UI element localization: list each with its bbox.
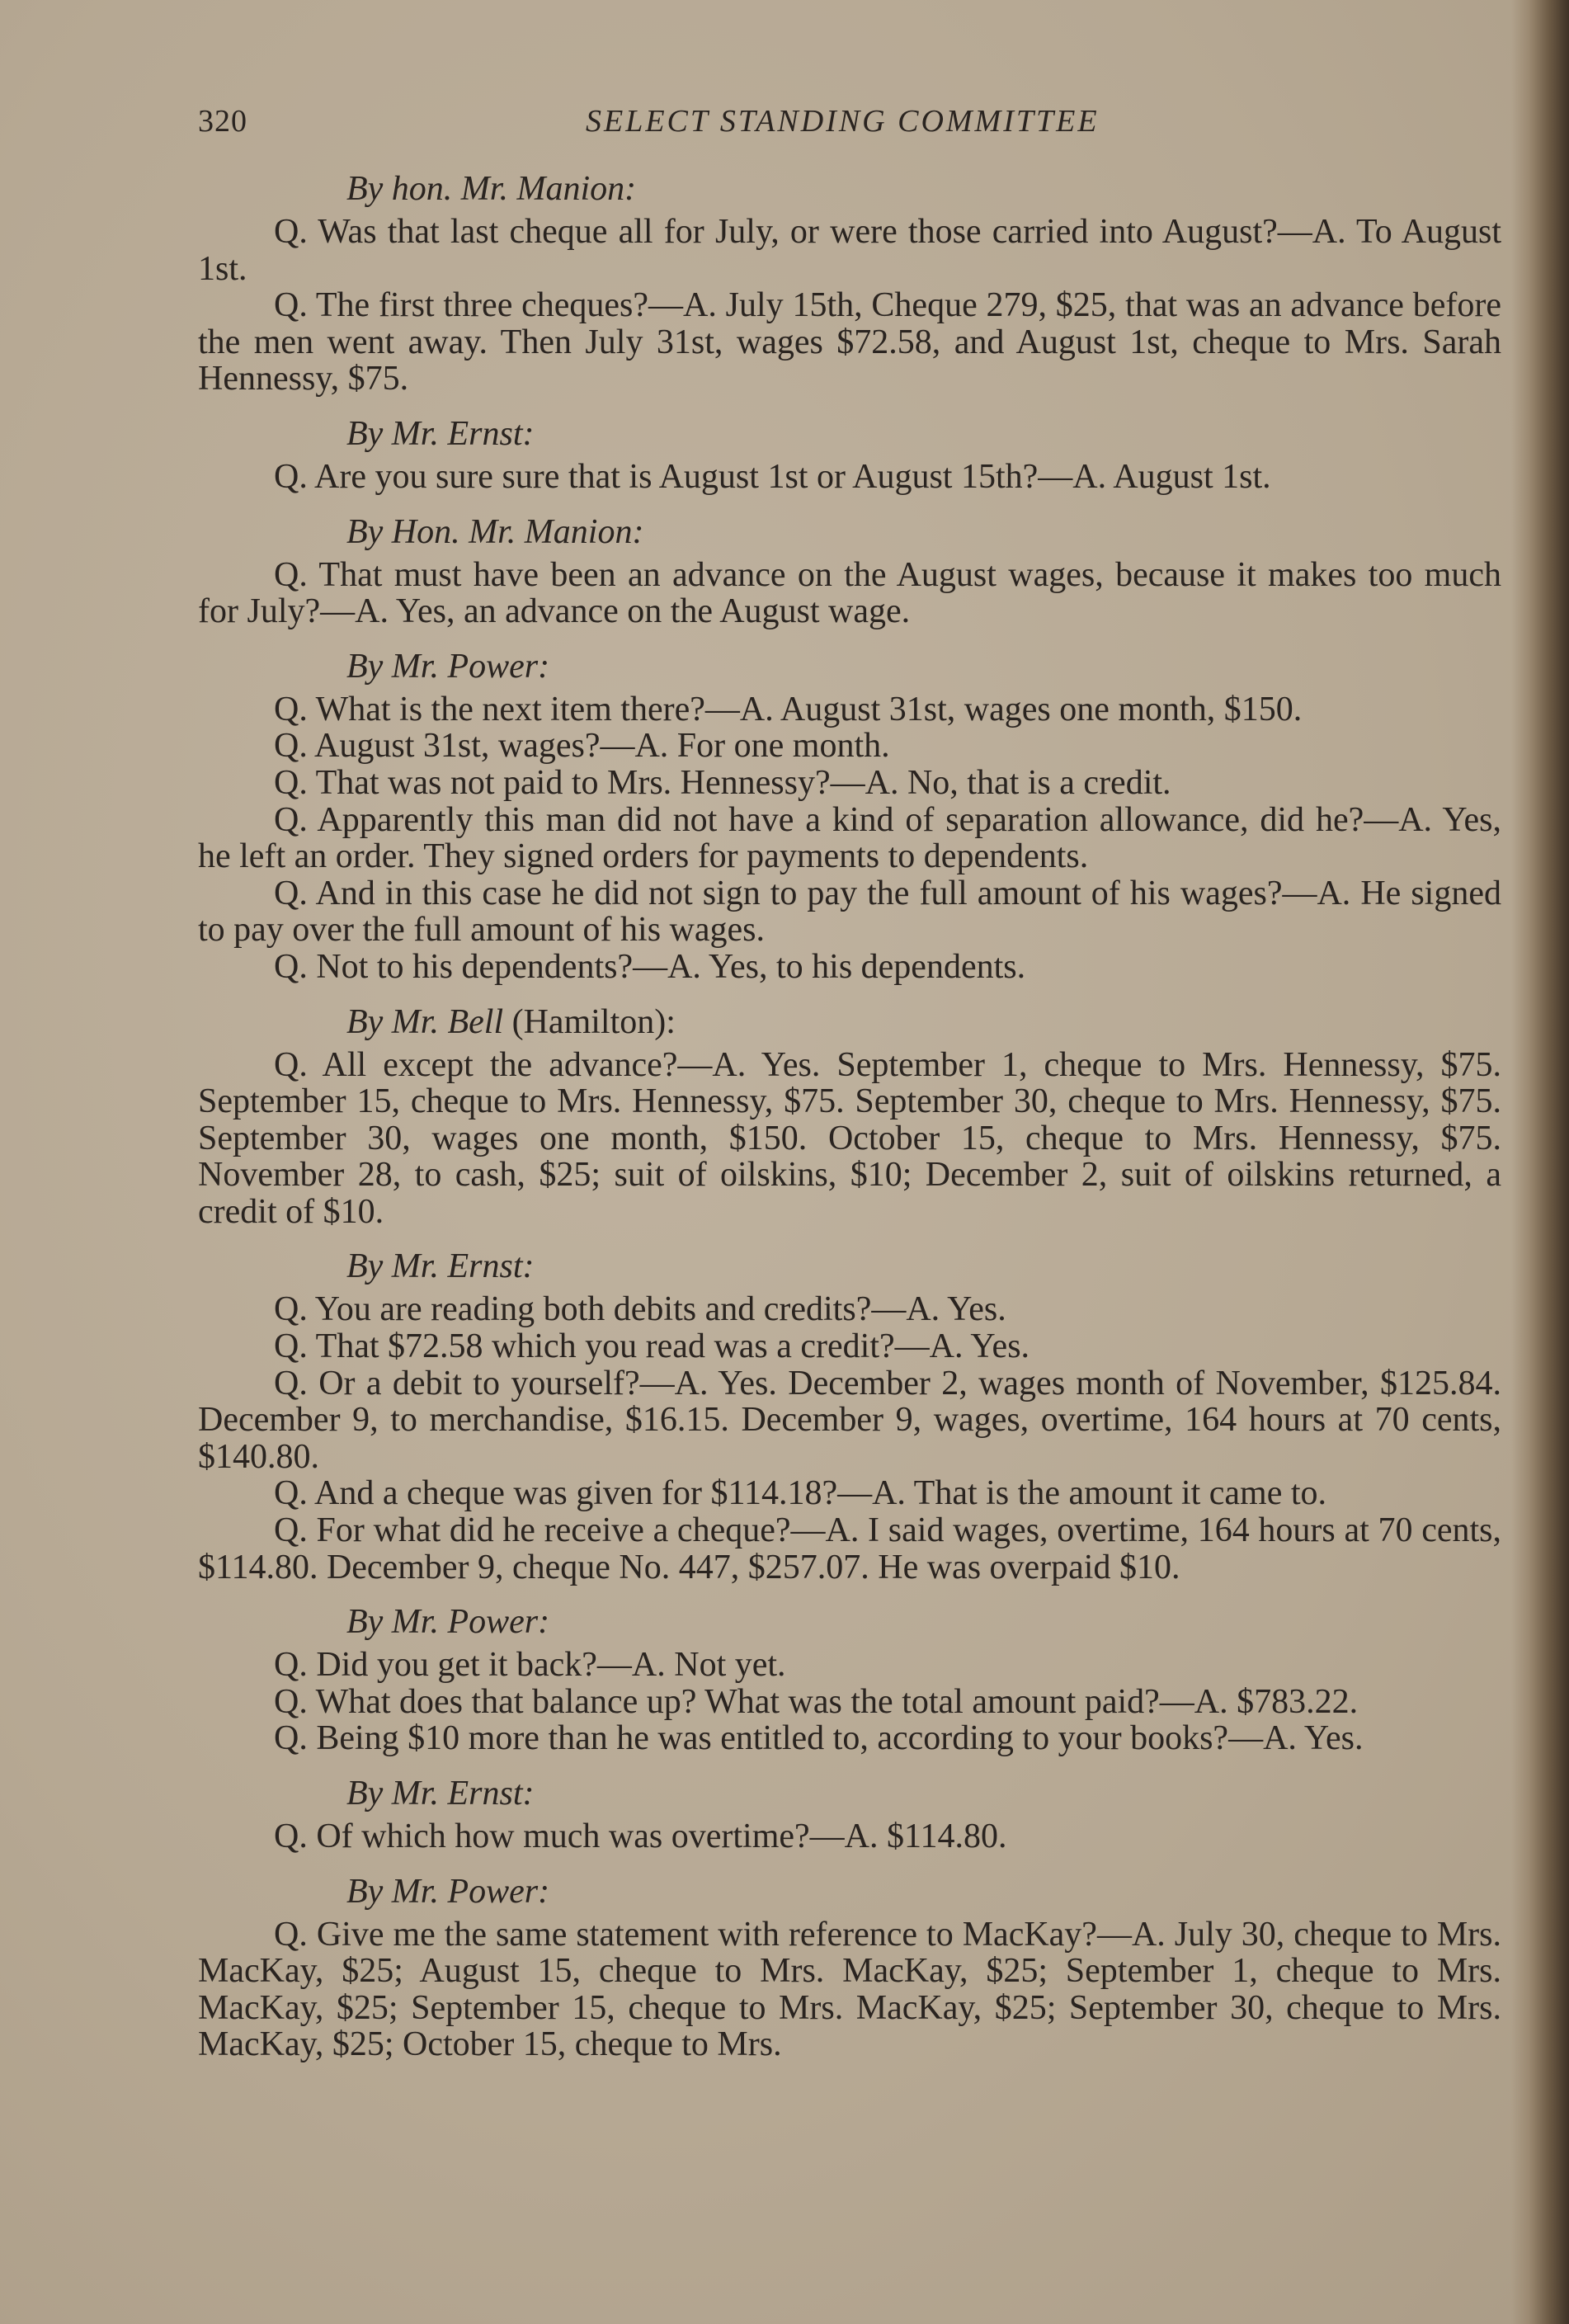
qa-paragraph: Q. Of which how much was overtime?—A. $114.80. [274, 1817, 1007, 1855]
qa-paragraph: Q. And a cheque was given for $114.18?—A. That is the amount it came to. [274, 1474, 1327, 1513]
qa-paragraph: Q. For what did he receive a cheque?—A. I said wages, overtime, 164 hours at 70 cents, $114.80. December 9, cheque No. 447, $257.07. He was overpaid $10. [198, 1511, 1501, 1586]
qa-paragraph: Q. What is the next item there?—A. August 31st, wages one month, $150. [274, 690, 1303, 728]
speaker-name: By Mr. Power: [346, 1872, 550, 1911]
speaker-heading [198, 512, 1501, 552]
qa-paragraph: Q. Being $10 more than he was entitled to, according to your books?—A. Yes. [274, 1719, 1364, 1758]
speaker-name: By Mr. Ernst: [346, 414, 535, 453]
qa-paragraph: Q. You are reading both debits and credits?—A. Yes. [274, 1290, 1006, 1329]
qa-paragraph: Q. Apparently this man did not have a kind of separation allowance, did he?—A. Yes, he left an order. They signed orders for payments to dependents. [198, 800, 1501, 876]
qa-paragraph: Q. Give me the same statement with reference to MacKay?—A. July 30, cheque to Mrs. MacKay, $25; August 15, cheque to Mrs. MacKay, $25; September 1, cheque to Mrs. MacKay, $25; September 15, cheque to Mrs. MacKay, $25; September 30, cheque to Mrs. MacKay, $25; October 15, cheque to Mrs. [198, 1915, 1501, 2064]
speaker-heading [198, 647, 1501, 686]
page-number: 320 [198, 104, 247, 139]
speaker-name: By Mr. Power: [346, 1603, 550, 1642]
speaker-heading [198, 1002, 1501, 1042]
speaker-heading [198, 1247, 1501, 1286]
speaker-heading [198, 169, 1501, 209]
testimony-body [198, 169, 1501, 2063]
qa-paragraph: Q. Or a debit to yourself?—A. Yes. December 2, wages month of November, $125.84. December 9, to merchandise, $16.15. December 9, wages, overtime, 164 hours at 70 cents, $140.80. [198, 1364, 1501, 1476]
speaker-name: By Mr. Bell [346, 1002, 504, 1041]
speaker-name: By Mr. Power: [346, 647, 550, 686]
speaker-name: By Hon. Mr. Manion: [346, 512, 644, 551]
qa-paragraph: Q. The first three cheques?—A. July 15th, Cheque 279, $25, that was an advance before the men went away. Then July 31st, wages $72.58, and August 1st, cheque to Mrs. Sarah Hennessy, $75. [198, 286, 1501, 398]
qa-paragraph: Q. August 31st, wages?—A. For one month. [274, 727, 890, 766]
speaker-affiliation: (Hamilton): [511, 1002, 676, 1041]
qa-paragraph: Q. Did you get it back?—A. Not yet. [274, 1646, 786, 1685]
page [198, 103, 1501, 2063]
qa-paragraph: Q. That was not paid to Mrs. Hennessy?—A. No, that is a credit. [274, 763, 1171, 802]
speaker-heading [198, 414, 1501, 454]
running-header [198, 103, 1501, 153]
qa-paragraph: Q. That must have been an advance on the August wages, because it makes too much for July?—A. Yes, an advance on the August wage. [198, 555, 1501, 631]
qa-paragraph: Q. Are you sure sure that is August 1st or August 15th?—A. August 1st. [274, 457, 1271, 496]
qa-paragraph: Q. What does that balance up? What was the total amount paid?—A. $783.22. [274, 1682, 1359, 1721]
qa-paragraph: Q. Was that last cheque all for July, or were those carried into August?—A. To August 1st. [198, 213, 1501, 288]
running-title: SELECT STANDING COMMITTEE [586, 104, 1100, 139]
speaker-name: By Mr. Ernst: [346, 1247, 535, 1286]
qa-paragraph: Q. And in this case he did not sign to pay the full amount of his wages?—A. He signed to pay over the full amount of his wages. [198, 874, 1501, 950]
speaker-heading [198, 1774, 1501, 1813]
qa-paragraph: Q. That $72.58 which you read was a credit?—A. Yes. [274, 1327, 1030, 1366]
speaker-name: By Mr. Ernst: [346, 1775, 535, 1813]
qa-paragraph: Q. All except the advance?—A. Yes. September 1, cheque to Mrs. Hennessy, $75. September 15, cheque to Mrs. Hennessy, $75. September 30, cheque to Mrs. Hennessy, $75. September 30, wages one month, $150. October 15, cheque to Mrs. Hennessy, $75. November 28, to cash, $25; suit of oilskins, $10; December 2, suit of oilskins returned, a credit of $10. [198, 1045, 1501, 1231]
qa-paragraph: Q. Not to his dependents?—A. Yes, to his dependents. [274, 947, 1026, 986]
binding-edge-shadow [1511, 0, 1569, 2324]
speaker-heading [198, 1602, 1501, 1642]
speaker-heading [198, 1872, 1501, 1912]
speaker-name: By hon. Mr. Manion: [346, 170, 637, 208]
